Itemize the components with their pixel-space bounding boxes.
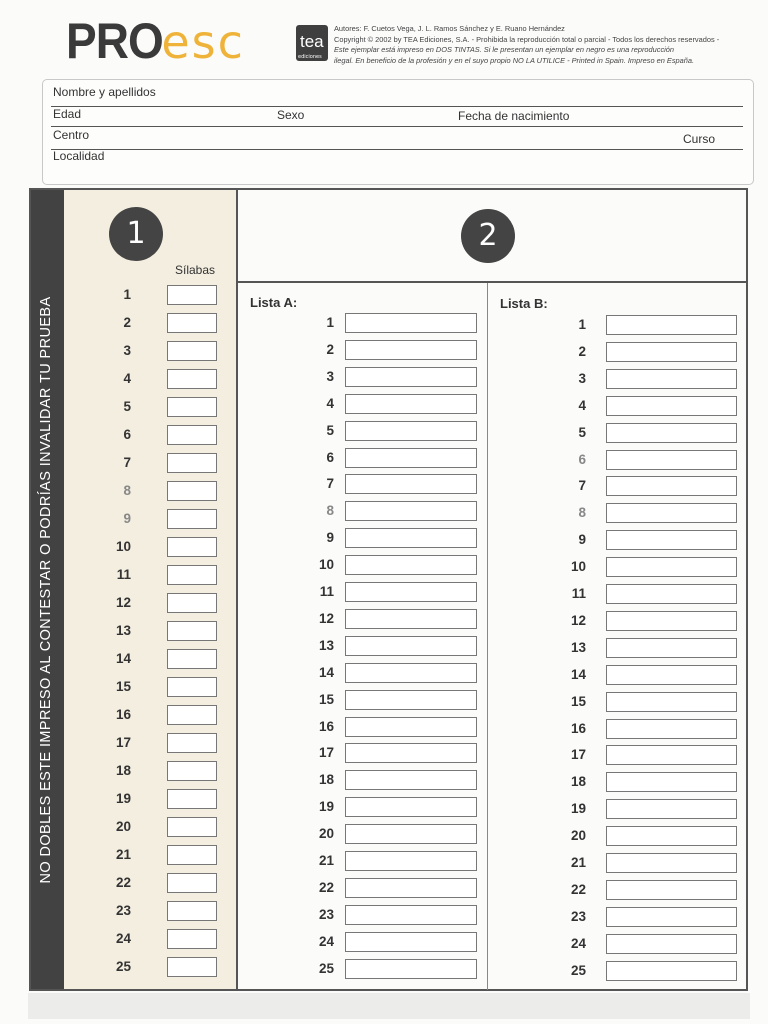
list-a-item-answer-box[interactable] bbox=[345, 528, 477, 548]
credits-illegal: ilegal. En beneficio de la profesión y en el suyo propio NO LA UTILICE - Printed in Spain. Impreso en España. bbox=[334, 55, 695, 65]
list-b-item-answer-box[interactable] bbox=[606, 961, 737, 981]
syllables-item-number: 9 bbox=[123, 511, 131, 526]
syllables-item-answer-box[interactable] bbox=[167, 649, 217, 669]
list-b-item-number: 18 bbox=[570, 774, 586, 790]
locality-label: Localidad bbox=[53, 149, 105, 163]
list-a-item-answer-box[interactable] bbox=[345, 663, 477, 683]
list-a-item-answer-box[interactable] bbox=[345, 797, 477, 817]
syllables-item-answer-box[interactable] bbox=[167, 509, 217, 529]
list-a-item-answer-box[interactable] bbox=[345, 394, 477, 414]
personal-data-box bbox=[42, 79, 754, 185]
list-a-item-answer-box[interactable] bbox=[345, 555, 477, 575]
syllables-item-number: 23 bbox=[115, 903, 131, 918]
list-a-item-answer-box[interactable] bbox=[345, 474, 477, 494]
syllables-item-number: 1 bbox=[123, 287, 131, 302]
syllables-item-number: 22 bbox=[115, 875, 131, 890]
list-b-item-number: 19 bbox=[570, 801, 586, 817]
list-b-item-answer-box[interactable] bbox=[606, 934, 737, 954]
list-b-item-number: 13 bbox=[570, 639, 586, 655]
copyright-notice bbox=[334, 24, 754, 66]
list-a-item-number: 24 bbox=[318, 933, 334, 949]
syllables-item-number: 5 bbox=[123, 399, 131, 414]
list-b-item-number: 12 bbox=[570, 612, 586, 628]
list-a-item-number: 9 bbox=[326, 530, 334, 546]
list-b-item-number: 21 bbox=[570, 855, 586, 870]
syllables-item-number: 19 bbox=[115, 791, 131, 806]
course-label: Curso bbox=[683, 132, 716, 146]
list-b-item-answer-box[interactable] bbox=[606, 557, 737, 577]
syllables-item-answer-box[interactable] bbox=[167, 369, 217, 389]
list-a-item-number: 18 bbox=[318, 772, 334, 788]
list-a-item-answer-box[interactable] bbox=[345, 367, 477, 387]
list-a-item-answer-box[interactable] bbox=[345, 878, 477, 898]
logo-esc-text: esc bbox=[161, 15, 245, 69]
list-a-item-number: 5 bbox=[326, 422, 334, 438]
syllables-item-number: 15 bbox=[115, 679, 131, 694]
list-a-item-answer-box[interactable] bbox=[345, 905, 477, 925]
list-a-item-answer-box[interactable] bbox=[345, 609, 477, 629]
syllables-item-answer-box[interactable] bbox=[167, 705, 217, 725]
list-b-item-number: 17 bbox=[570, 747, 586, 763]
list-b-item-answer-box[interactable] bbox=[606, 611, 737, 631]
syllables-item-answer-box[interactable] bbox=[167, 397, 217, 417]
syllables-item-number: 13 bbox=[115, 623, 131, 638]
sex-label: Sexo bbox=[277, 108, 305, 122]
list-b-item-number: 10 bbox=[570, 559, 586, 575]
list-b-item-answer-box[interactable] bbox=[606, 584, 737, 604]
list-a-item-answer-box[interactable] bbox=[345, 743, 477, 763]
list-b-item-number: 8 bbox=[578, 505, 586, 521]
list-b-label: Lista B: bbox=[500, 296, 548, 311]
list-a-item-number: 8 bbox=[326, 503, 334, 519]
section-1-number: 1 bbox=[109, 207, 163, 261]
list-b-item-answer-box[interactable] bbox=[606, 342, 737, 362]
birth-date-label: Fecha de nacimiento bbox=[458, 109, 570, 123]
list-a-item-number: 19 bbox=[318, 799, 334, 815]
syllables-item-number: 17 bbox=[115, 735, 131, 750]
proesc-logo bbox=[66, 12, 245, 68]
list-b-item-number: 2 bbox=[578, 343, 586, 359]
list-a-item-answer-box[interactable] bbox=[345, 636, 477, 656]
syllables-item-number: 11 bbox=[116, 567, 131, 582]
section-2-number: 2 bbox=[461, 209, 515, 263]
syllables-item-answer-box[interactable] bbox=[167, 313, 217, 333]
list-a-item-answer-box[interactable] bbox=[345, 959, 477, 979]
syllables-item-answer-box[interactable] bbox=[167, 621, 217, 641]
syllables-item-number: 2 bbox=[123, 315, 131, 330]
syllables-item-number: 18 bbox=[115, 763, 131, 778]
list-b-item-number: 5 bbox=[578, 424, 586, 440]
list-b-item-answer-box[interactable] bbox=[606, 772, 737, 792]
list-a-item-answer-box[interactable] bbox=[345, 501, 477, 521]
list-b-item-answer-box[interactable] bbox=[606, 799, 737, 819]
list-a-item-number: 4 bbox=[326, 395, 334, 411]
list-a-item-number: 6 bbox=[326, 449, 334, 465]
list-b-item-number: 20 bbox=[570, 828, 586, 844]
list-b-item-number: 15 bbox=[570, 693, 586, 709]
tea-logo-subtext: ediciones bbox=[298, 54, 322, 60]
syllables-header: Sílabas bbox=[175, 263, 216, 277]
list-a-item-number: 22 bbox=[318, 879, 334, 895]
list-a-item-answer-box[interactable] bbox=[345, 313, 477, 333]
logo-pro-text: PRO bbox=[66, 13, 163, 69]
list-b-item-number: 16 bbox=[570, 720, 586, 736]
syllables-item-number: 7 bbox=[123, 455, 131, 470]
list-a-item-number: 16 bbox=[318, 718, 334, 734]
syllables-item-answer-box[interactable] bbox=[167, 565, 217, 585]
syllables-item-number: 25 bbox=[115, 959, 131, 974]
list-a-item-number: 20 bbox=[318, 826, 334, 842]
syllables-item-number: 21 bbox=[115, 847, 131, 862]
list-b-item-number: 24 bbox=[570, 935, 586, 951]
syllables-item-answer-box[interactable] bbox=[167, 537, 217, 557]
list-b-item-number: 22 bbox=[570, 881, 586, 897]
syllables-item-answer-box[interactable] bbox=[167, 929, 217, 949]
age-label: Edad bbox=[53, 107, 82, 121]
list-b-item-answer-box[interactable] bbox=[606, 880, 737, 900]
syllables-item-answer-box[interactable] bbox=[167, 425, 217, 445]
list-a-item-answer-box[interactable] bbox=[345, 690, 477, 710]
list-b-item-answer-box[interactable] bbox=[606, 745, 737, 765]
list-b-item-number: 23 bbox=[570, 908, 586, 924]
list-b-item-number: 11 bbox=[571, 586, 586, 601]
list-b-item-answer-box[interactable] bbox=[606, 396, 737, 416]
center-label: Centro bbox=[53, 128, 90, 142]
list-b-item-answer-box[interactable] bbox=[606, 907, 737, 927]
credits-authors: Autores: F. Cuetos Vega, J. L. Ramos Sánchez y E. Ruano Hernández bbox=[334, 24, 565, 33]
syllables-item-number: 10 bbox=[115, 539, 131, 554]
list-a-item-number: 17 bbox=[318, 745, 334, 761]
syllables-item-answer-box[interactable] bbox=[167, 761, 217, 781]
syllables-item-answer-box[interactable] bbox=[167, 733, 217, 753]
syllables-item-answer-box[interactable] bbox=[167, 677, 217, 697]
list-divider bbox=[487, 283, 488, 990]
syllables-item-number: 3 bbox=[123, 343, 131, 358]
syllables-item-number: 4 bbox=[123, 371, 131, 386]
list-a-item-number: 1 bbox=[326, 315, 334, 330]
list-b-item-answer-box[interactable] bbox=[606, 638, 737, 658]
list-b-item-number: 7 bbox=[578, 478, 586, 494]
syllables-item-answer-box[interactable] bbox=[167, 481, 217, 501]
section-2-header-divider bbox=[238, 281, 747, 283]
list-b-item-number: 1 bbox=[578, 317, 586, 332]
syllables-item-answer-box[interactable] bbox=[167, 901, 217, 921]
list-b-item-answer-box[interactable] bbox=[606, 530, 737, 550]
syllables-item-answer-box[interactable] bbox=[167, 873, 217, 893]
syllables-item-answer-box[interactable] bbox=[167, 817, 217, 837]
list-b-item-number: 25 bbox=[570, 962, 586, 978]
list-a-item-answer-box[interactable] bbox=[345, 717, 477, 737]
list-a-item-answer-box[interactable] bbox=[345, 582, 477, 602]
syllables-item-number: 8 bbox=[123, 483, 131, 498]
side-warning-text: NO DOBLES ESTE IMPRESO AL CONTESTAR O PODRÍAS INVALIDAR TU PRUEBA bbox=[38, 296, 54, 884]
list-b-item-number: 9 bbox=[578, 532, 586, 548]
section-divider bbox=[236, 190, 238, 990]
list-a-item-number: 13 bbox=[318, 637, 334, 653]
list-b-item-number: 14 bbox=[570, 666, 586, 682]
list-b-item-answer-box[interactable] bbox=[606, 503, 737, 523]
name-field[interactable] bbox=[51, 106, 743, 107]
list-b-item-answer-box[interactable] bbox=[606, 450, 737, 470]
list-b-item-answer-box[interactable] bbox=[606, 665, 737, 685]
list-a-item-number: 21 bbox=[318, 853, 334, 868]
list-a-item-number: 10 bbox=[318, 557, 334, 573]
syllables-item-number: 24 bbox=[115, 931, 131, 946]
syllables-item-answer-box[interactable] bbox=[167, 957, 217, 977]
syllables-item-number: 20 bbox=[115, 819, 131, 834]
bottom-strip bbox=[28, 993, 750, 1019]
list-b-item-answer-box[interactable] bbox=[606, 692, 737, 712]
center-course-field[interactable] bbox=[51, 149, 743, 150]
list-a-label: Lista A: bbox=[250, 295, 298, 310]
list-a-item-number: 14 bbox=[318, 664, 334, 680]
syllables-item-answer-box[interactable] bbox=[167, 341, 217, 361]
credits-copyright: Copyright © 2002 by TEA Ediciones, S.A. - Prohibida la reproducción total o parcial - Todos los derechos reservados - bbox=[334, 34, 720, 44]
list-a-item-answer-box[interactable] bbox=[345, 770, 477, 790]
list-b-item-answer-box[interactable] bbox=[606, 826, 737, 846]
list-a-item-number: 2 bbox=[326, 341, 334, 357]
syllables-item-number: 6 bbox=[123, 427, 131, 442]
list-a-item-number: 12 bbox=[318, 610, 334, 626]
list-a-item-number: 15 bbox=[318, 691, 334, 707]
syllables-item-answer-box[interactable] bbox=[167, 789, 217, 809]
list-a-item-answer-box[interactable] bbox=[345, 448, 477, 468]
name-label: Nombre y apellidos bbox=[53, 85, 156, 99]
list-b-item-number: 6 bbox=[578, 451, 586, 467]
list-a-item-number: 25 bbox=[318, 960, 334, 976]
list-b-item-answer-box[interactable] bbox=[606, 476, 737, 496]
list-a-item-answer-box[interactable] bbox=[345, 340, 477, 360]
tea-ediciones-logo bbox=[296, 25, 328, 61]
syllables-item-answer-box[interactable] bbox=[167, 453, 217, 473]
list-b-item-answer-box[interactable] bbox=[606, 719, 737, 739]
syllables-item-number: 12 bbox=[115, 595, 131, 610]
list-b-item-number: 4 bbox=[578, 397, 586, 413]
list-a-item-number: 3 bbox=[326, 368, 334, 384]
syllables-item-answer-box[interactable] bbox=[167, 845, 217, 865]
syllables-item-number: 16 bbox=[115, 707, 131, 722]
list-a-item-answer-box[interactable] bbox=[345, 851, 477, 871]
list-a-item-number: 7 bbox=[326, 476, 334, 492]
syllables-item-answer-box[interactable] bbox=[167, 593, 217, 613]
list-a-item-number: 11 bbox=[319, 584, 334, 599]
list-a-item-number: 23 bbox=[318, 906, 334, 922]
list-b-item-answer-box[interactable] bbox=[606, 853, 737, 873]
list-b-item-answer-box[interactable] bbox=[606, 423, 737, 443]
syllables-item-number: 14 bbox=[115, 651, 131, 666]
syllables-item-answer-box[interactable] bbox=[167, 285, 217, 305]
list-b-item-number: 3 bbox=[578, 370, 586, 386]
list-b-item-answer-box[interactable] bbox=[606, 369, 737, 389]
tea-logo-text: tea bbox=[300, 32, 324, 51]
list-b-item-answer-box[interactable] bbox=[606, 315, 737, 335]
credits-two-inks: Este ejemplar está impreso en DOS TINTAS. Si le presentan un ejemplar en negro es una reproducción bbox=[334, 45, 675, 55]
list-a-item-answer-box[interactable] bbox=[345, 824, 477, 844]
list-a-item-answer-box[interactable] bbox=[345, 421, 477, 441]
list-a-item-answer-box[interactable] bbox=[345, 932, 477, 952]
age-sex-birth-field[interactable] bbox=[51, 126, 743, 127]
